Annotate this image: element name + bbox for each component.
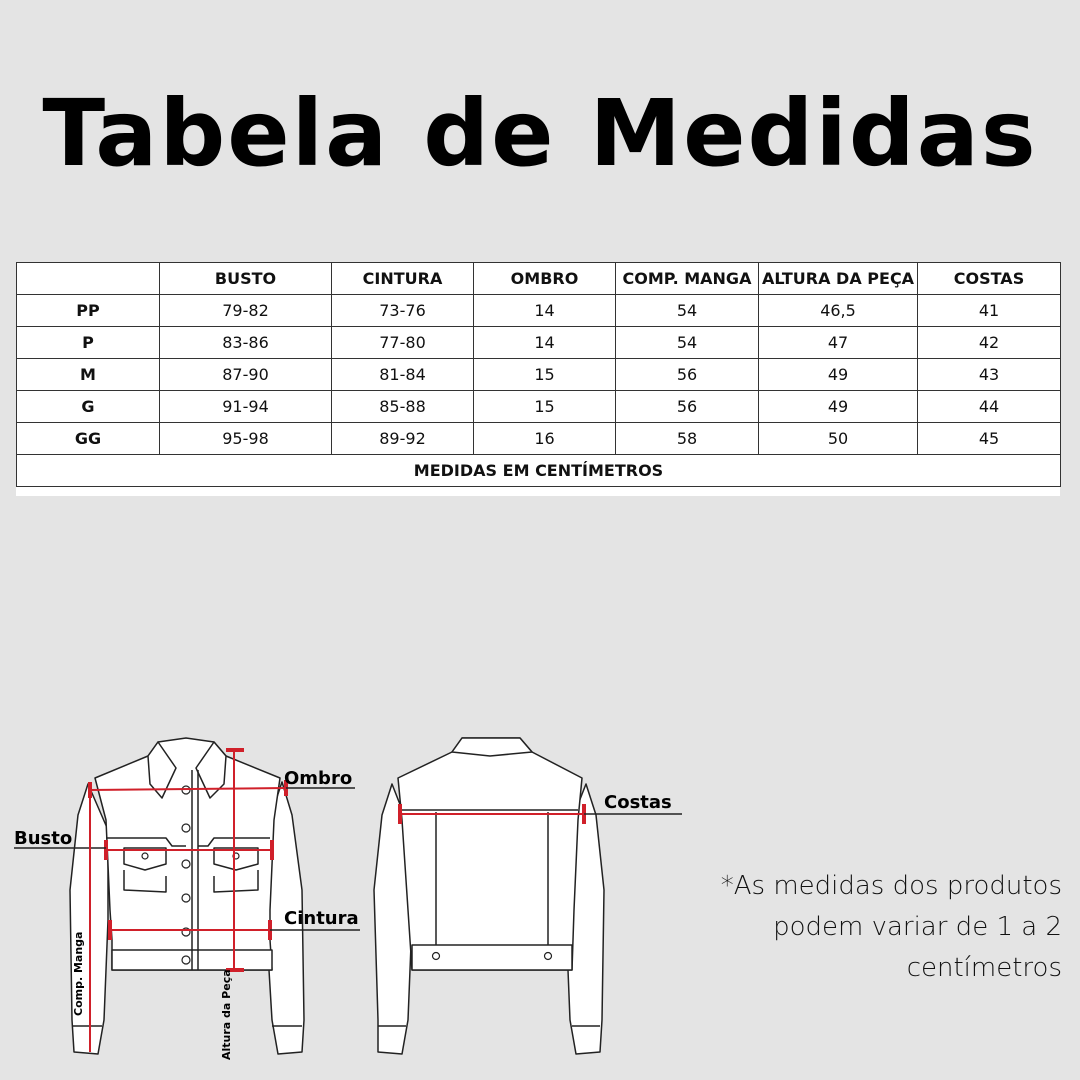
size-label: M	[17, 359, 160, 391]
size-label: G	[17, 391, 160, 423]
size-table	[16, 262, 1060, 496]
column-header-ombro: OMBRO	[474, 263, 616, 295]
back-collar	[452, 738, 532, 756]
back-body	[398, 738, 582, 970]
table-row	[17, 295, 1061, 327]
size-label: P	[17, 327, 160, 359]
table-cell: 45	[918, 423, 1061, 455]
table-cell: 47	[759, 327, 918, 359]
column-header	[17, 263, 160, 295]
table-header-row	[17, 263, 1061, 295]
table-cell: 77-80	[332, 327, 474, 359]
table-cell: 54	[616, 295, 759, 327]
table-cell: 85-88	[332, 391, 474, 423]
table-cell: 42	[918, 327, 1061, 359]
table-cell: 56	[616, 391, 759, 423]
table-cell: 83-86	[160, 327, 332, 359]
table-bottom-strip	[16, 491, 1060, 496]
label-cintura: Cintura	[284, 908, 359, 929]
table-footer-row	[17, 455, 1061, 487]
label-busto: Busto	[14, 828, 73, 849]
table-cell: 46,5	[759, 295, 918, 327]
back-jacket	[374, 738, 604, 1054]
table-cell: 49	[759, 391, 918, 423]
table-cell: 81-84	[332, 359, 474, 391]
table-cell: 49	[759, 359, 918, 391]
table-cell: 16	[474, 423, 616, 455]
table-row	[17, 327, 1061, 359]
table-cell: 95-98	[160, 423, 332, 455]
table-cell: 14	[474, 327, 616, 359]
table-cell: 56	[616, 359, 759, 391]
table-cell: 73-76	[332, 295, 474, 327]
size-label: GG	[17, 423, 160, 455]
page-title: Tabela de Medidas	[42, 80, 1038, 187]
label-ombro: Ombro	[284, 768, 353, 789]
table-cell: 89-92	[332, 423, 474, 455]
measurement-note: *As medidas dos produtos podem variar de 1 a 2 centímetros	[720, 871, 1062, 983]
table-cell: 58	[616, 423, 759, 455]
label-costas: Costas	[604, 792, 672, 813]
column-header-cintura: CINTURA	[332, 263, 474, 295]
table-cell: 54	[616, 327, 759, 359]
table-cell: 41	[918, 295, 1061, 327]
table-row	[17, 423, 1061, 455]
table-row	[17, 359, 1061, 391]
column-header-busto: BUSTO	[160, 263, 332, 295]
table-cell: 43	[918, 359, 1061, 391]
table-row	[17, 391, 1061, 423]
size-label: PP	[17, 295, 160, 327]
column-header-altura: ALTURA DA PEÇA	[759, 263, 918, 295]
table-cell: 14	[474, 295, 616, 327]
jacket-diagram	[0, 680, 720, 1080]
table-cell: 50	[759, 423, 918, 455]
table-cell: 79-82	[160, 295, 332, 327]
table-cell: 44	[918, 391, 1061, 423]
label-altura-peca: Altura da Peça	[220, 969, 233, 1060]
label-comp-manga: Comp. Manga	[72, 931, 85, 1016]
column-header-comp-manga: COMP. MANGA	[616, 263, 759, 295]
table-cell: 15	[474, 359, 616, 391]
table-cell: 15	[474, 391, 616, 423]
units-footer: MEDIDAS EM CENTÍMETROS	[17, 455, 1061, 487]
table-cell: 87-90	[160, 359, 332, 391]
column-header-costas: COSTAS	[918, 263, 1061, 295]
table-cell: 91-94	[160, 391, 332, 423]
